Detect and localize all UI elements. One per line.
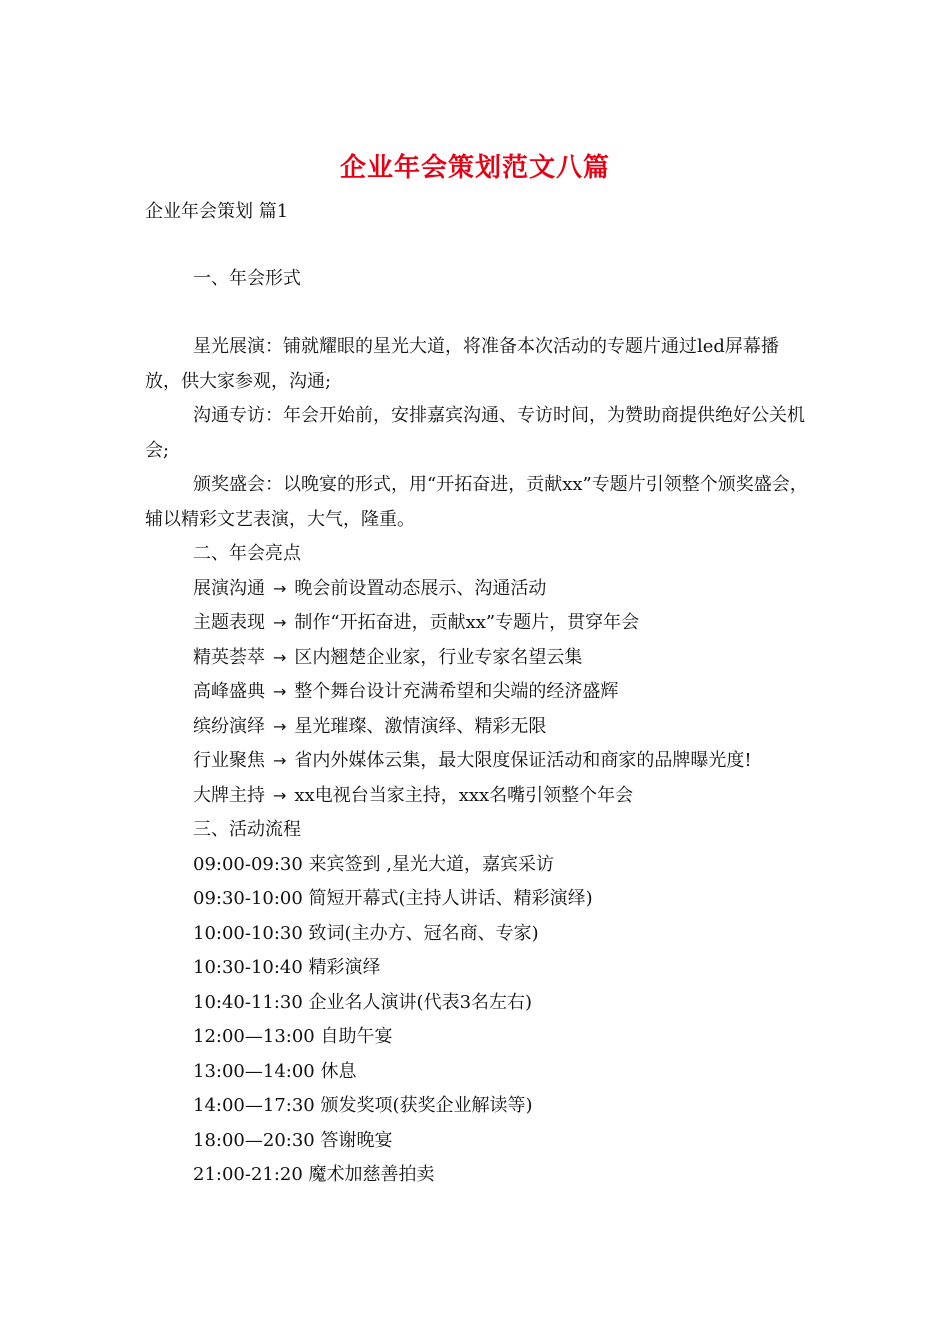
document-title: 企业年会策划范文八篇	[339, 153, 610, 183]
section-heading-highlights: 二、年会亮点	[193, 543, 301, 564]
highlight-text: 晚会前设置动态展示、沟通活动	[294, 577, 547, 599]
schedule-item: 13:00—14:00 休息	[193, 1060, 357, 1082]
paragraph-star-show: 星光展演：铺就耀眼的星光大道，将准备本次活动的专题片通过led屏幕播放，供大家参观，沟通;	[145, 336, 779, 392]
highlight-label: 行业聚焦	[193, 750, 265, 771]
schedule-item: 09:30-10:00 简短开幕式(主持人讲话、精彩演绎)	[193, 888, 593, 909]
schedule-item: 10:00-10:30 致词(主办方、冠名商、专家)	[193, 922, 539, 944]
schedule-item: 10:40-11:30 企业名人演讲(代表3名左右)	[193, 991, 533, 1013]
arrow-right-icon: →	[273, 578, 287, 598]
arrow-right-icon: →	[273, 647, 287, 667]
schedule-item: 14:00—17:30 颁发奖项(获奖企业解读等)	[193, 1095, 533, 1116]
arrow-right-icon: →	[273, 716, 287, 736]
arrow-right-icon: →	[273, 785, 287, 805]
document-body	[145, 330, 810, 1193]
section-heading-schedule: 三、活动流程	[193, 819, 301, 840]
highlight-label: 主题表现	[193, 612, 265, 633]
highlight-item	[145, 710, 810, 745]
highlight-label: 高峰盛典	[193, 681, 265, 702]
highlight-label: 缤纷演绎	[193, 715, 265, 737]
highlight-text: 整个舞台设计充满希望和尖端的经济盛辉	[294, 681, 619, 702]
highlight-item	[145, 779, 810, 814]
schedule-item: 12:00—13:00 自助午宴	[193, 1026, 393, 1047]
schedule-item: 21:00-21:20 魔术加慈善拍卖	[193, 1164, 435, 1185]
document-subtitle: 企业年会策划 篇1	[145, 201, 289, 222]
arrow-right-icon: →	[273, 682, 287, 701]
highlight-text: 区内翘楚企业家，行业专家名望云集	[294, 646, 583, 668]
highlight-item	[145, 675, 810, 710]
schedule-item: 10:30-10:40 精彩演绎	[193, 957, 381, 978]
highlight-item	[145, 641, 810, 676]
highlight-item	[145, 744, 810, 779]
section-heading-form: 一、年会形式	[193, 268, 301, 289]
schedule-item: 09:00-09:30 来宾签到 ,星光大道，嘉宾采访	[193, 853, 554, 875]
highlight-item	[145, 572, 810, 607]
highlight-label: 展演沟通	[193, 577, 265, 599]
arrow-right-icon: →	[273, 751, 287, 770]
highlight-text: xx电视台当家主持，xxx名嘴引领整个年会	[294, 784, 634, 806]
arrow-right-icon: →	[273, 613, 287, 632]
schedule-item: 18:00—20:30 答谢晚宴	[193, 1129, 393, 1151]
highlight-label: 大牌主持	[193, 784, 265, 806]
highlight-item	[145, 606, 810, 641]
paragraph-award: 颁奖盛会：以晚宴的形式，用“开拓奋进，贡献xx”专题片引领整个颁奖盛会，辅以精彩文艺表演，大气，隆重。	[145, 474, 808, 530]
highlight-text: 省内外媒体云集，最大限度保证活动和商家的品牌曝光度!	[294, 750, 752, 771]
highlight-text: 星光璀璨、激情演绎、精彩无限	[294, 715, 547, 737]
paragraph-interview: 沟通专访：年会开始前，安排嘉宾沟通、专访时间，为赞助商提供绝好公关机会;	[145, 405, 805, 461]
highlight-label: 精英荟萃	[193, 646, 265, 668]
highlight-text: 制作“开拓奋进，贡献xx”专题片，贯穿年会	[294, 612, 640, 633]
section-form	[145, 262, 810, 297]
